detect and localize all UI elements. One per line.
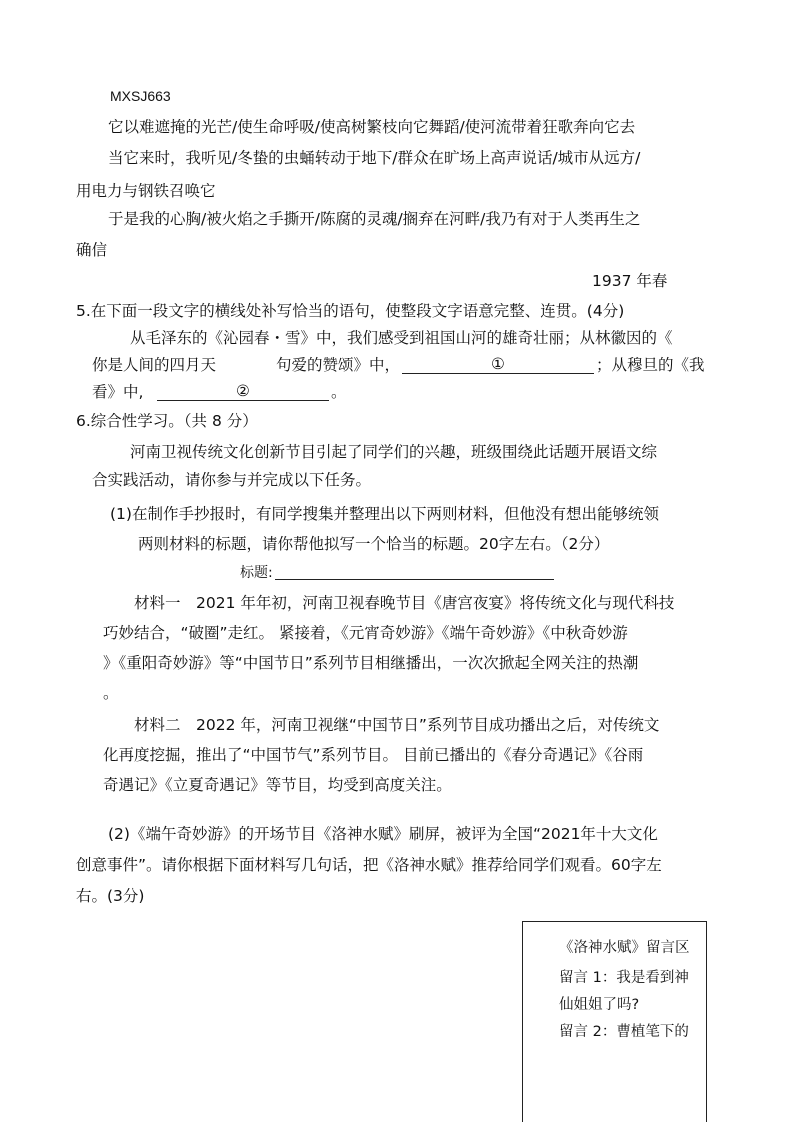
comment-box (522, 921, 707, 1122)
question-5-line-1: 从毛泽东的《沁园春・雪》中，我们感受到祖国山河的雄奇壮丽；从林徽因的《 (130, 329, 673, 347)
question-6-intro-1: 河南卫视传统文化创新节目引起了同学们的兴趣，班级围绕此话题开展语文综 (130, 443, 658, 461)
poem-line-1: 它以难遮掩的光芒/使生命呼吸/使高树繁枝向它舞蹈/使河流带着狂歌奔向它去 (108, 118, 636, 136)
poem-line-2a: 当它来时，我听见/冬蛰的虫蛹转动于地下/群众在旷场上高声说话/城市从远方/ (108, 149, 641, 167)
question-6-stem: 6.综合性学习。（共 8 分） (76, 412, 258, 430)
comment-1-line-1: 留言 1：我是看到神 (559, 970, 689, 986)
question-5-line-2c: ；从穆旦的《我 (596, 356, 705, 374)
blank-1-marker: ① (491, 355, 505, 373)
comment-1-line-2: 仙姐姐了吗? (559, 997, 640, 1013)
comment-box-title: 《洛神水赋》留言区 (559, 940, 690, 956)
question-5-line-2a: 你是人间的四月天 (92, 356, 217, 374)
material-1-line-2: 巧妙结合，“破圈”走红。 紧接着，《元宵奇妙游》《端午奇妙游》《中秋奇妙游 (103, 624, 628, 642)
material-1-line-4: 。 (103, 684, 119, 702)
poem-line-3b: 确信 (76, 241, 108, 259)
title-answer-blank[interactable] (275, 561, 554, 580)
poem-date: 1937 年春 (592, 272, 668, 290)
poem-line-3a: 于是我的心胸/被火焰之手撕开/陈腐的灵魂/搁弃在河畔/我乃有对于人类再生之 (108, 210, 641, 228)
question-5-stem: 5.在下面一段文字的横线处补写恰当的语句，使整段文字语意完整、连贯。(4分) (76, 302, 625, 320)
material-1-line-3: 》《重阳奇妙游》等“中国节日”系列节目相继播出，一次次掀起全网关注的热潮 (103, 654, 639, 672)
question-6-intro-2: 合实践活动，请你参与并完成以下任务。 (92, 471, 372, 489)
material-1-line-1: 材料一 2021 年年初，河南卫视春晚节目《唐宫夜宴》将传统文化与现代科技 (134, 594, 675, 612)
question-5-line-2b: 句爱的赞颂》中， (276, 356, 401, 374)
blank-2-marker: ② (236, 382, 250, 400)
subquestion-2-line-3: 右。(3分) (76, 887, 145, 905)
question-5-line-3b: 。 (331, 383, 347, 401)
material-2-line-2: 化再度挖掘，推出了“中国节气”系列节目。 目前已播出的《春分奇遇记》《谷雨 (103, 746, 644, 764)
subquestion-1-line-1: (1)在制作手抄报时，有同学搜集并整理出以下两则材料，但他没有想出能够统领 (110, 505, 659, 523)
subquestion-2-line-1: (2)《端午奇妙游》的开场节目《洛神水赋》刷屏，被评为全国“2021年十大文化 (108, 825, 658, 843)
question-5-line-3a: 看》中, (92, 383, 144, 401)
material-2-line-3: 奇遇记》《立夏奇遇记》等节目，均受到高度关注。 (103, 776, 452, 794)
subquestion-2-line-2: 创意事件”。请你根据下面材料写几句话，把《洛神水赋》推荐给同学们观看。60字左 (76, 856, 662, 874)
title-label: 标题: (240, 565, 273, 581)
material-2-line-1: 材料二 2022 年，河南卫视继“中国节日”系列节目成功播出之后，对传统文 (134, 716, 660, 734)
comment-2-line-1: 留言 2：曹植笔下的 (559, 1024, 689, 1040)
subquestion-1-line-2: 两则材料的标题，请你帮他拟写一个恰当的标题。20字左右。（2分） (138, 535, 610, 553)
answer-blank-1[interactable] (402, 355, 594, 374)
poem-line-2b: 用电力与钢铁召唤它 (76, 182, 216, 200)
answer-blank-2[interactable] (157, 382, 329, 401)
header-code: MXSJ663 (110, 88, 171, 104)
